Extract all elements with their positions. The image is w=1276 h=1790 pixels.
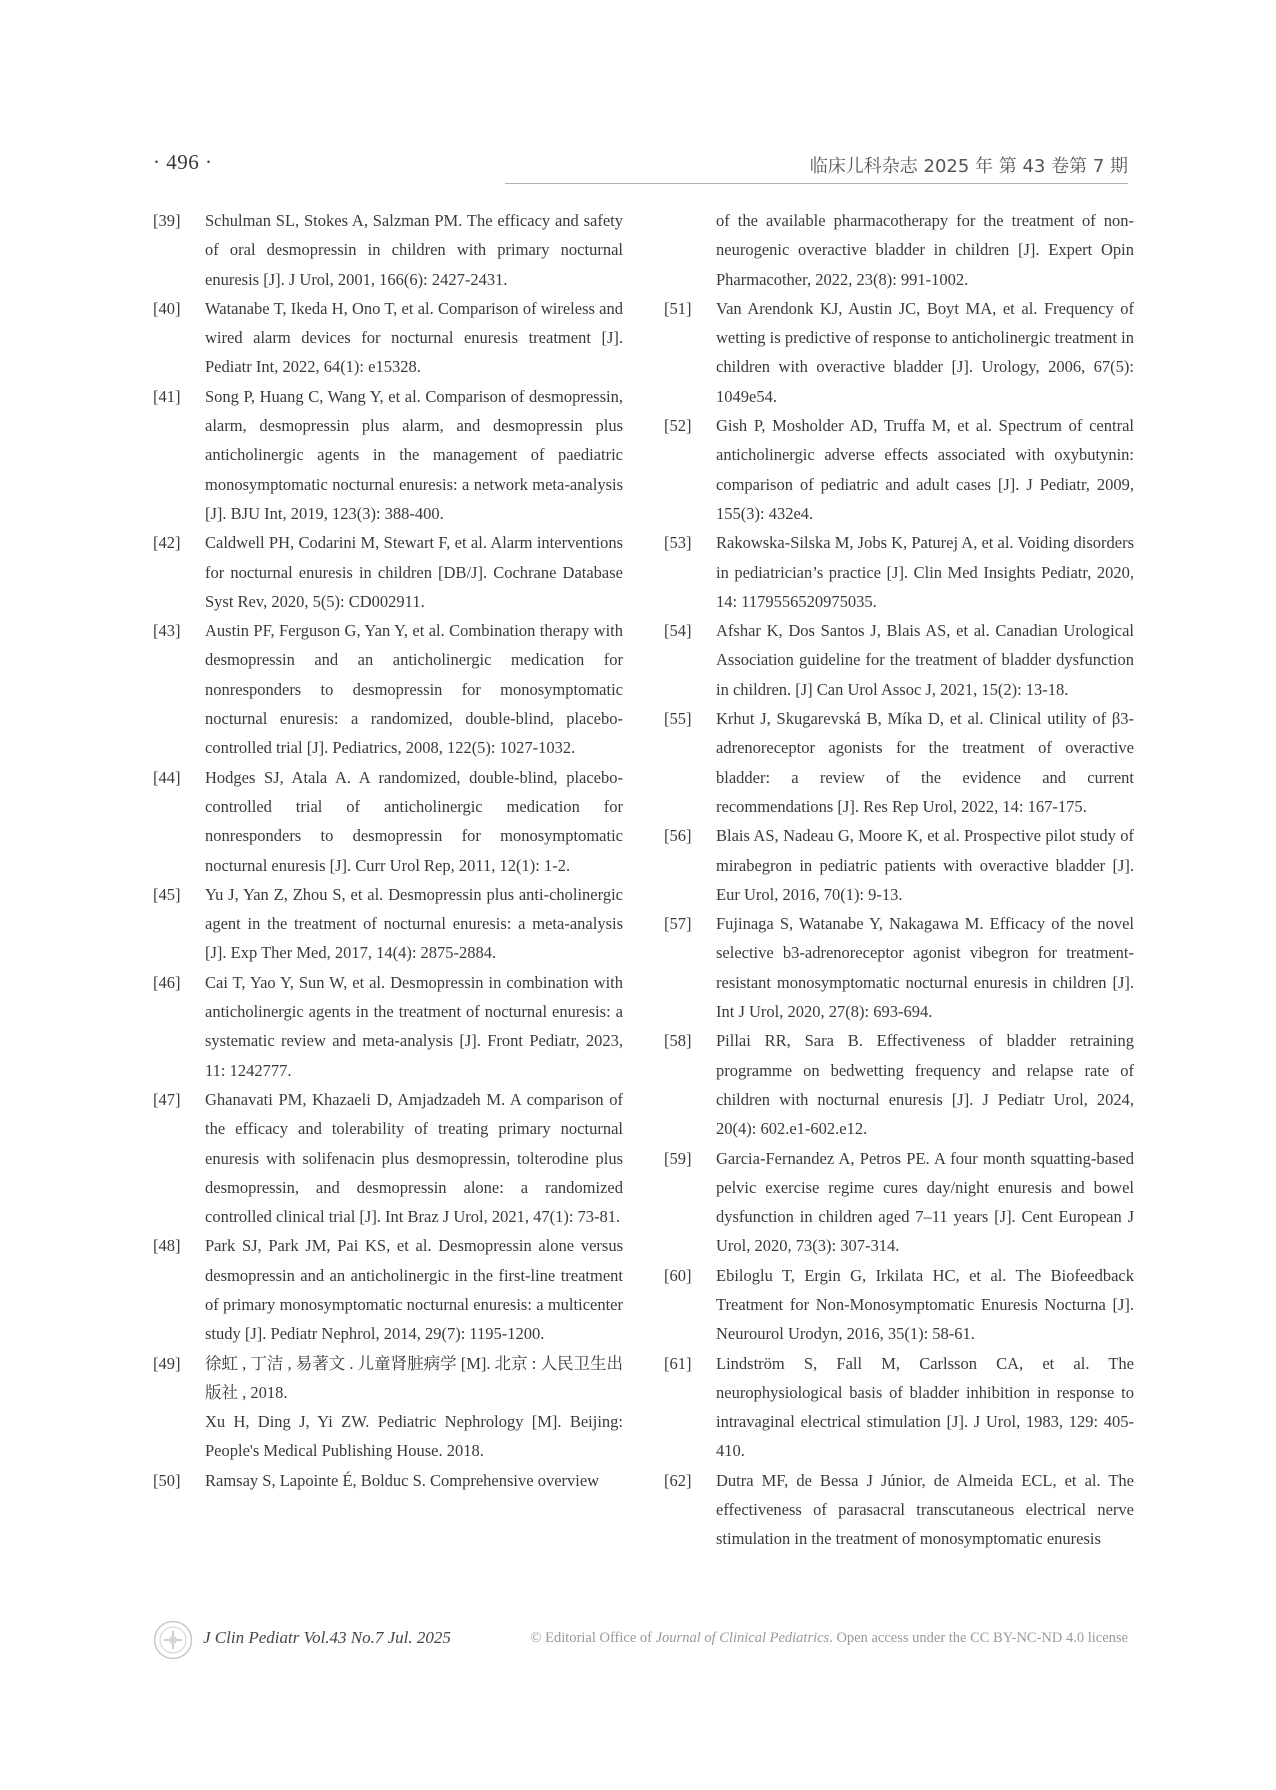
- reference-number: [57]: [664, 914, 692, 934]
- license-prefix: © Editorial Office of: [530, 1630, 656, 1646]
- reference-item: [664, 528, 1134, 616]
- reference-number: [47]: [153, 1089, 181, 1109]
- reference-text: Lindström S, Fall M, Carlsson CA, et al. The neurophysiological basis of bladder inhibition in response to intravaginal electrical stimulation [J]. J Urol, 1983, 129: 405-410.: [716, 1353, 1134, 1461]
- reference-text: 徐虹 , 丁洁 , 易著文 . 儿童肾脏病学 [M]. 北京 : 人民卫生出版社 , 2018.: [205, 1353, 623, 1402]
- journal-seal-icon: [153, 1620, 193, 1660]
- reference-number: [60]: [664, 1265, 692, 1285]
- license-journal: Journal of Clinical Pediatrics: [655, 1630, 830, 1646]
- reference-item: [664, 821, 1134, 909]
- reference-text: Ghanavati PM, Khazaeli D, Amjadzadeh M. A comparison of the efficacy and tolerability of treating primary nocturnal enuresis with solifenacin plus desmopressin, tolterodine plus desmopressin, and desmopressin alone: a randomized controlled clinical trial [J]. Int Braz J Urol, 2021, 47(1): 73-81.: [205, 1089, 623, 1227]
- reference-item: [153, 616, 623, 762]
- page-number: · 496 ·: [153, 150, 213, 174]
- reference-item: [153, 1085, 623, 1231]
- reference-text: Song P, Huang C, Wang Y, et al. Comparison of desmopressin, alarm, desmopressin plus alarm, and desmopressin plus anticholinergic agents in the management of paediatric monosymptomatic nocturnal enuresis: a network meta-analysis [J]. BJU Int, 2019, 123(3): 388-400.: [205, 386, 623, 523]
- reference-text: Cai T, Yao Y, Sun W, et al. Desmopressin in combination with anticholinergic agents in the treatment of nocturnal enuresis: a systematic review and meta-analysis [J]. Front Pediatr, 2023, 11: 1242777.: [205, 972, 623, 1080]
- footer-journal-citation: J Clin Pediatr Vol.43 No.7 Jul. 2025: [203, 1628, 451, 1647]
- reference-text-translation: Xu H, Ding J, Yi ZW. Pediatric Nephrology [M]. Beijing: People's Medical Publishing House. 2018.: [205, 1412, 623, 1461]
- reference-item: [664, 1466, 1134, 1554]
- footer-license: [531, 1630, 1129, 1647]
- reference-item: [664, 1026, 1134, 1143]
- reference-text: Rakowska-Silska M, Jobs K, Paturej A, et al. Voiding disorders in pediatrician’s practice [J]. Clin Med Insights Pediatr, 2020, 14: 1179556520975035.: [716, 533, 1134, 611]
- reference-number: [52]: [664, 416, 692, 436]
- reference-number: [55]: [664, 709, 692, 729]
- reference-item: [664, 704, 1134, 821]
- reference-item: [664, 1349, 1134, 1466]
- reference-number: [54]: [664, 621, 692, 641]
- reference-item: [153, 1466, 623, 1495]
- reference-number: [50]: [153, 1470, 181, 1490]
- reference-text: Yu J, Yan Z, Zhou S, et al. Desmopressin plus anti-cholinergic agent in the treatment of nocturnal enuresis: a meta-analysis [J]. Exp Ther Med, 2017, 14(4): 2875-2884.: [205, 884, 623, 963]
- reference-number: [43]: [153, 621, 181, 641]
- reference-text: Dutra MF, de Bessa J Júnior, de Almeida ECL, et al. The effectiveness of parasacral transcutaneous electrical nerve stimulation in the treatment of monosymptomatic enuresis: [716, 1470, 1134, 1549]
- reference-text: Ebiloglu T, Ergin G, Irkilata HC, et al. The Biofeedback Treatment for Non-Monosymptomatic Enuresis Nocturna [J]. Neurourol Urodyn, 2016, 35(1): 58-61.: [716, 1265, 1134, 1344]
- reference-number: [44]: [153, 767, 181, 787]
- reference-item: [664, 1144, 1134, 1261]
- reference-item: [153, 763, 623, 880]
- reference-number: [59]: [664, 1148, 692, 1168]
- reference-number: [51]: [664, 298, 692, 318]
- reference-number: [39]: [153, 211, 181, 230]
- reference-item: [153, 1231, 623, 1348]
- reference-item: [153, 968, 623, 1085]
- page-footer: [153, 1620, 1128, 1660]
- reference-number: [53]: [664, 533, 692, 553]
- reference-text: Austin PF, Ferguson G, Yan Y, et al. Combination therapy with desmopressin and an anticholinergic medication for nonresponders to desmopressin for monosymptomatic nocturnal enuresis: a randomized, double-blind, placebo-controlled trial [J]. Pediatrics, 2008, 122(5): 1027-1032.: [205, 621, 623, 758]
- reference-item: [664, 1261, 1134, 1349]
- reference-text: Pillai RR, Sara B. Effectiveness of bladder retraining programme on bedwetting frequency and relapse rate of children with nocturnal enuresis [J]. J Pediatr Urol, 2024, 20(4): 602.e1-602.e12.: [716, 1031, 1134, 1139]
- reference-text: Afshar K, Dos Santos J, Blais AS, et al. Canadian Urological Association guideline for the treatment of bladder dysfunction in children. [J] Can Urol Assoc J, 2021, 15(2): 13-18.: [716, 621, 1134, 699]
- license-suffix: . Open access under the CC BY-NC-ND 4.0 license: [829, 1630, 1128, 1646]
- reference-text: Fujinaga S, Watanabe Y, Nakagawa M. Efficacy of the novel selective b3-adrenoreceptor agonist vibegron for treatment-resistant monosymptomatic nocturnal enuresis in children [J]. Int J Urol, 2020, 27(8): 693-694.: [716, 914, 1134, 1022]
- reference-text: Gish P, Mosholder AD, Truffa M, et al. Spectrum of central anticholinergic adverse effects associated with oxybutynin: comparison of pediatric and adult cases [J]. J Pediatr, 2009, 155(3): 432e4.: [716, 416, 1134, 523]
- reference-item: [664, 411, 1134, 528]
- reference-number: [41]: [153, 386, 181, 406]
- reference-continuation: of the available pharmacotherapy for the treatment of non-neurogenic overactive bladder in children [J]. Expert Opin Pharmacother, 2022, 23(8): 991-1002.: [716, 211, 1134, 289]
- reference-item: [153, 880, 623, 968]
- reference-number: [46]: [153, 972, 181, 992]
- reference-text: Blais AS, Nadeau G, Moore K, et al. Prospective pilot study of mirabegron in pediatric patients with overactive bladder [J]. Eur Urol, 2016, 70(1): 9-13.: [716, 826, 1134, 904]
- reference-number: [61]: [664, 1353, 692, 1373]
- reference-number: [42]: [153, 533, 181, 553]
- reference-number: [45]: [153, 884, 181, 904]
- reference-text: Ramsay S, Lapointe É, Bolduc S. Comprehensive overview: [205, 1470, 600, 1490]
- reference-number: [56]: [664, 826, 692, 846]
- reference-text: Hodges SJ, Atala A. A randomized, double-blind, placebo-controlled trial of anticholinergic medication for nonresponders to desmopressin for monosymptomatic nocturnal enuresis [J]. Curr Urol Rep, 2011, 12(1): 1-2.: [205, 767, 623, 875]
- reference-number: [49]: [153, 1353, 181, 1373]
- reference-text: Garcia-Fernandez A, Petros PE. A four month squatting-based pelvic exercise regime cures day/night enuresis and bowel dysfunction in children aged 7–11 years [J]. Cent European J Urol, 2020, 73(3): 307-314.: [716, 1148, 1134, 1256]
- reference-number: [40]: [153, 298, 181, 318]
- left-column: [153, 206, 623, 1495]
- header-rule: [505, 183, 1128, 184]
- journal-header: 临床儿科杂志 2025 年 第 43 卷第 7 期: [809, 156, 1128, 177]
- reference-item: [664, 616, 1134, 704]
- reference-text: Park SJ, Park JM, Pai KS, et al. Desmopressin alone versus desmopressin and an anticholinergic in the first-line treatment of primary monosymptomatic nocturnal enuresis: a multicenter study [J]. Pediatr Nephrol, 2014, 29(7): 1195-1200.: [205, 1236, 623, 1344]
- reference-item: [153, 1349, 623, 1466]
- reference-item: [153, 528, 623, 616]
- reference-item: [153, 206, 623, 294]
- right-column: [664, 206, 1134, 1554]
- reference-item: [153, 382, 623, 528]
- reference-text: Caldwell PH, Codarini M, Stewart F, et al. Alarm interventions for nocturnal enuresis in children [DB/J]. Cochrane Database Syst Rev, 2020, 5(5): CD002911.: [205, 533, 623, 611]
- reference-text: Krhut J, Skugarevská B, Míka D, et al. Clinical utility of β3-adrenoreceptor agonists for the treatment of overactive bladder: a review of the evidence and current recommendations [J]. Res Rep Urol, 2022, 14: 167-175.: [716, 709, 1134, 816]
- reference-text: Schulman SL, Stokes A, Salzman PM. The efficacy and safety of oral desmopressin in children with primary nocturnal enuresis [J]. J Urol, 2001, 166(6): 2427-2431.: [205, 211, 623, 289]
- reference-item: [664, 294, 1134, 411]
- reference-text: Watanabe T, Ikeda H, Ono T, et al. Comparison of wireless and wired alarm devices for nocturnal enuresis treatment [J]. Pediatr Int, 2022, 64(1): e15328.: [205, 298, 623, 377]
- reference-number: [62]: [664, 1470, 692, 1490]
- reference-item: [664, 909, 1134, 1026]
- reference-number: [48]: [153, 1236, 181, 1256]
- reference-text: Van Arendonk KJ, Austin JC, Boyt MA, et al. Frequency of wetting is predictive of response to anticholinergic treatment in children with overactive bladder [J]. Urology, 2006, 67(5): 1049e54.: [716, 298, 1134, 406]
- reference-number: [58]: [664, 1031, 692, 1051]
- reference-item: [153, 294, 623, 382]
